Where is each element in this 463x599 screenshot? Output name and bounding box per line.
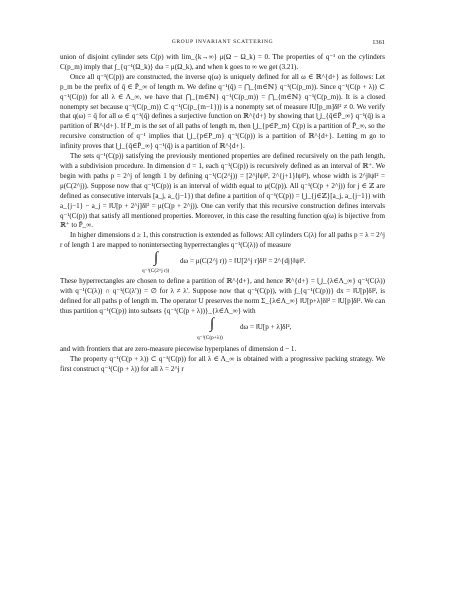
integral-sign: ∫ — [154, 250, 159, 267]
paragraph: In higher dimensions d ≥ 1, this construction is extended as follows: All cylinders C(λ) for all paths p = λ = 2^j r of length 1 are mapped to nonintersecting hyperrectangles q⁻¹(C(λ)) of measure — [60, 231, 385, 250]
paragraph: The property q⁻¹(C(p + λ)) ⊂ q⁻¹(C(p)) for all λ ∈ Λ_∞ is obtained with a progressive packing strategy. We first construct q⁻¹(C(p + λ)) for all λ = 2^j r — [60, 354, 385, 373]
paragraph: The sets q⁻¹(C(p)) satisfying the previously mentioned properties are defined recursively on the path length, with a subdivision procedure. In dimension d = 1, each q⁻¹(C(p)) is recursively defined as an interval of ℝ⁺. We begin with paths p = 2^j of length 1 by defining q⁻¹(C(2^j)) = [2^j‖ψ‖², 2^{j+1}‖ψ‖²), whose width is 2^j‖ψ‖² = μ(C(2^j)). Suppose now that q⁻¹(C(p)) is an interval of width equal to μ(C(p)). All q⁻¹(C(p + 2^j)) for j ∈ ℤ are defined as consecutive intervals [a_j, a_{j−1}) that define a partition of q⁻¹(C(p)) = ⋃_{j∈ℤ}[a_j, a_{j−1}) with a_{j−1} − a_j = ‖U[p + 2^j]δ‖² = μ(C(p + 2^j)). One can verify that this recursive construction defines intervals q⁻¹(C(p)) that satisfy all mentioned properties. Moreover, in this case the resulting function q(ω) is bijective from ℝ⁺ to P̄_∞. — [60, 152, 385, 230]
paragraph: These hyperrectangles are chosen to define a partition of ℝ^{d+}, and hence ℝ^{d+} = ⋃_{λ∈Λ_∞} q⁻¹(C(λ)) with q⁻¹(C(λ)) ∩ q⁻¹(C(λ′)) = ∅ for λ ≠ λ′. Suppose now that q⁻¹(C(p)), with ∫_{q⁻¹(C(p))} dx = ‖U[p]δ‖², is defined for all paths p of length m. The operator U preserves the norm Σ_{λ∈Λ_∞} ‖U[p+λ]δ‖² = ‖U[p]δ‖². We can thus partition q⁻¹(C(p)) into subsets {q⁻¹(C(p + λ))}_{λ∈Λ_∞} with — [60, 277, 385, 315]
display-equation — [60, 317, 385, 345]
paragraph: union of disjoint cylinder sets C(p) with lim_{k→∞} μ(Ω − Ω_k) = 0. The properties of q⁻¹ on the cylinders C(p_m) imply that ∫_{q⁻¹(Ω_k)} dω = μ(Ω_k), and when k goes to ∞ we get (3.21). — [60, 53, 385, 71]
running-title: GROUP INVARIANT SCATTERING — [171, 39, 274, 45]
paragraph: and with frontiers that are zero-measure piecewise hyperplanes of dimension d − 1. — [60, 344, 297, 353]
integral-domain: q⁻¹(C(p+λ)) — [197, 334, 223, 341]
integral-sign: ∫ — [210, 315, 215, 332]
equation-body: dω = ‖U[p + λ]δ‖², — [240, 322, 292, 331]
body-text — [60, 53, 385, 374]
paragraph: Once all q⁻¹(C(p)) are constructed, the inverse q(ω) is uniquely defined for all ω ∈ ℝ^{d+} as follows: Let p_m be the prefix of q̄ ∈ P̄_∞ of length m. We define q⁻¹(q̄) = ⋂_{m∈ℕ} q⁻¹(C(p_m)). Since q⁻¹(C(p + λ)) ⊂ q⁻¹(C(p)) for all λ ∈ Λ_∞, we have that ⋂_{m∈ℕ} q⁻¹(C(p_m)) = ⋂_{m∈ℕ} q⁻¹(C(p_m)). It is a closed nonempty set because q⁻¹(C(p_m)) ⊂ q⁻¹(C(p_{m−1})) is a nonempty set of measure ‖U[p_m]δ‖² ≠ 0. We verify that q(ω) = q̄ for all ω ∈ q⁻¹(q̄) defines a surjective function on ℝ^{d+} by showing that ⋃_{q̄∈P̄_∞} q⁻¹(q̄) is a partition of ℝ^{d+}. If P_m is the set of all paths of length m, then ⋃_{p∈P_m} C(p) is a partition of P̄_∞, so the recursive construction of q⁻¹ implies that ⋃_{p∈P_m} q⁻¹(C(p)) is a partition of ℝ^{d+}. Letting m go to infinity proves that ⋃_{q̄∈P̄_∞} q⁻¹(q̄) is a partition of ℝ^{d+}. — [60, 72, 385, 151]
equation-body: dω = μ(C(2^j r)) = ‖U[2^j r]δ‖² = 2^{dj}‖ψ‖². — [180, 257, 306, 266]
integral-domain: q⁻¹(C(2^j r)) — [142, 268, 170, 275]
page-number: 1361 — [372, 39, 385, 46]
display-equation — [60, 251, 385, 277]
